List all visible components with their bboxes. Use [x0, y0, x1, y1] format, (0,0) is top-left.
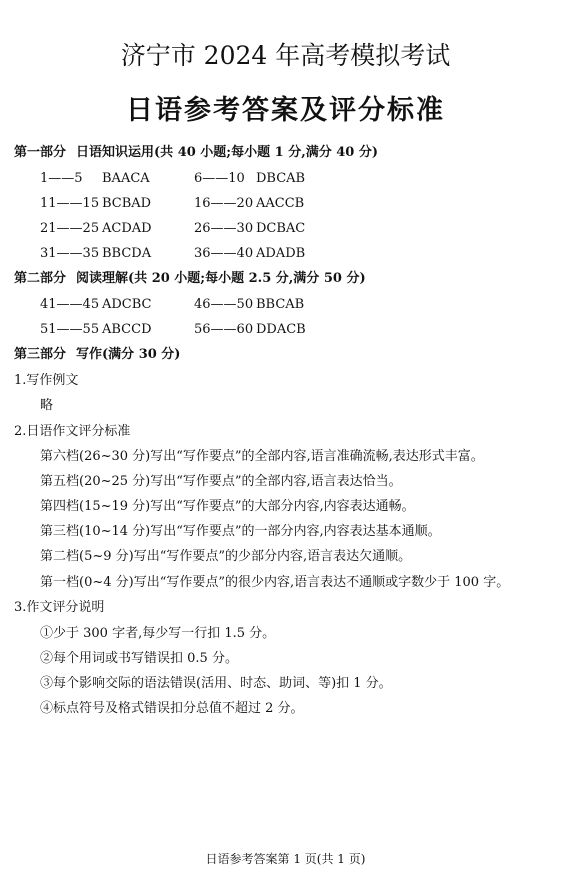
answer-key: ACDAD — [102, 221, 152, 236]
answer-row — [40, 246, 305, 262]
range-label: 26——30 — [194, 221, 254, 236]
range-label: 41——45 — [40, 297, 100, 312]
range-label: 36——40 — [194, 246, 254, 261]
range-label: 11——15 — [40, 196, 100, 211]
range-label: 51——55 — [40, 322, 100, 337]
part1-heading: 第一部分 — [14, 145, 67, 160]
answer-row — [40, 221, 305, 237]
part3-header — [14, 347, 180, 363]
section-3-title: 3.作文评分说明 — [14, 600, 105, 615]
section-2-title: 2.日语作文评分标准 — [14, 424, 131, 439]
answer-key: BBCAB — [256, 297, 305, 312]
answer-key: DCBAC — [256, 221, 306, 236]
range-label: 6——10 — [194, 171, 245, 186]
note-item: ③每个影响交际的语法错误(活用、时态、助词、等)扣 1 分。 — [40, 676, 392, 691]
range-label: 46——50 — [194, 297, 254, 312]
answer-key: BBCDA — [102, 246, 152, 261]
answer-key: DDACB — [256, 322, 306, 337]
criteria-item: 第五档(20~25 分)写出“写作要点”的全部内容,语言表达恰当。 — [40, 474, 402, 489]
note-item: ④标点符号及格式错误扣分总值不超过 2 分。 — [40, 701, 304, 716]
part1-desc: 日语知识运用(共 40 小题;每小题 1 分,满分 40 分) — [76, 145, 379, 160]
part1-header — [14, 145, 378, 161]
criteria-item: 第三档(10~14 分)写出“写作要点”的一部分内容,内容表达基本通顺。 — [40, 524, 441, 539]
part2-header — [14, 271, 366, 287]
part3-desc: 写作(满分 30 分) — [76, 347, 181, 362]
part2-desc: 阅读理解(共 20 小题;每小题 2.5 分,满分 50 分) — [76, 271, 366, 286]
note-item: ①少于 300 字者,每少写一行扣 1.5 分。 — [40, 626, 276, 641]
answer-row — [40, 297, 304, 313]
answer-key: ADADB — [256, 246, 306, 261]
answer-key: DBCAB — [256, 171, 306, 186]
range-label: 21——25 — [40, 221, 100, 236]
section-1-title: 1.写作例文 — [14, 373, 79, 388]
range-label: 16——20 — [194, 196, 254, 211]
answer-key: AACCB — [256, 196, 305, 211]
page-subtitle: 日语参考答案及评分标准 — [126, 95, 445, 126]
criteria-item: 第六档(26~30 分)写出“写作要点”的全部内容,语言准确流畅,表达形式丰富。 — [40, 449, 484, 464]
answer-row — [40, 196, 304, 212]
criteria-item: 第一档(0~4 分)写出“写作要点”的很少内容,语言表达不通顺或字数少于 100 字。 — [40, 575, 510, 590]
page-title: 济宁市 2024 年高考模拟考试 — [120, 41, 451, 70]
section-1-body: 略 — [40, 398, 54, 413]
answer-row — [40, 171, 305, 187]
part2-heading: 第二部分 — [14, 271, 67, 286]
range-label: 1——5 — [40, 171, 83, 186]
part3-heading: 第三部分 — [14, 347, 67, 362]
criteria-item: 第四档(15~19 分)写出“写作要点”的大部分内容,内容表达通畅。 — [40, 499, 415, 514]
answer-key: BCBAD — [102, 196, 152, 211]
page-footer: 日语参考答案第 1 页(共 1 页) — [205, 852, 366, 866]
criteria-item: 第二档(5~9 分)写出“写作要点”的少部分内容,语言表达欠通顺。 — [40, 549, 412, 564]
answer-key: BAACA — [102, 171, 150, 186]
note-item: ②每个用词或书写错误扣 0.5 分。 — [40, 651, 238, 666]
answer-row — [40, 322, 306, 338]
range-label: 31——35 — [40, 246, 100, 261]
answer-key: ABCCD — [102, 322, 152, 337]
range-label: 56——60 — [194, 322, 254, 337]
answer-key: ADCBC — [102, 297, 152, 312]
